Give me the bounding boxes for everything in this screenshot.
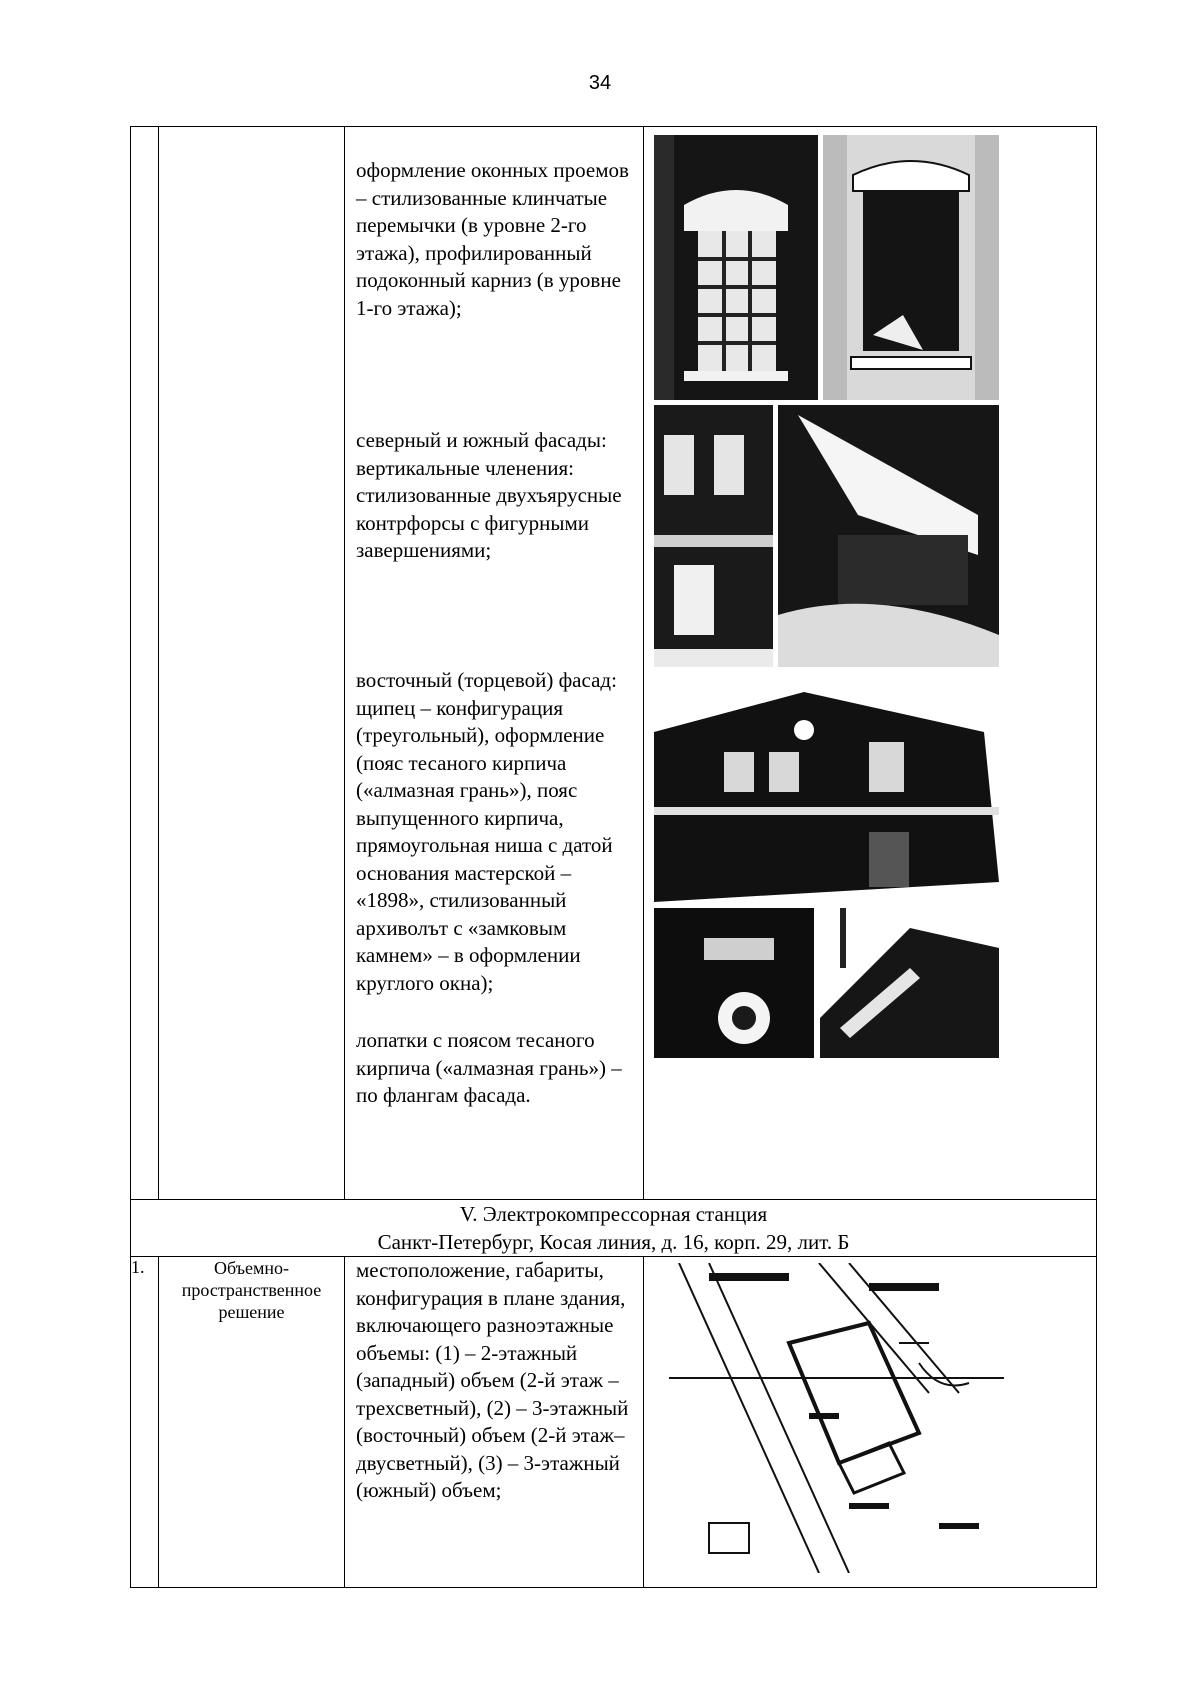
paragraph-pilasters: лопатки с поясом тесаного кирпича («алмазная грань») – по флангам фасада. [356, 1028, 622, 1107]
section-address: Санкт-Петербург, Косая линия, д. 16, корп. 29, лит. Б [377, 1230, 850, 1254]
paragraph-window-decoration: оформление оконных проемов – стилизованные клинчатые перемычки (в уровне 2-го этажа), профилированный подоконный карниз (в уровне 1-го этажа); [356, 158, 629, 320]
site-plan-map [669, 1263, 1004, 1573]
site-plan-cell [644, 1257, 1097, 1588]
photos-cell [644, 127, 1097, 1200]
window-photo [654, 135, 818, 400]
row-description-cell [345, 1257, 644, 1588]
paragraph-east-facade: восточный (торцевой) фасад: щипец – конфигурация (треугольный), оформление (пояс тесаного кирпича («алмазная грань»), пояс выпущенного кирпича, прямоугольная ниша с датой основания мастерской – «1898», стилизованный архиволът с «замковым камнем» – в оформлении круглого окна); [356, 668, 617, 995]
document-table [130, 126, 1097, 1588]
table-row [131, 127, 1097, 1200]
table-row [131, 1257, 1097, 1588]
window-opening-photo [823, 135, 999, 400]
north-facade-photo [654, 405, 773, 667]
paragraph-north-south-facades: северный и южный фасады: вертикальные членения: стилизованные двухъярусные контрфорсы с фигурными завершениями; [356, 428, 622, 562]
section-title: V. Электрокомпрессорная станция [459, 1202, 768, 1226]
row-subject: Объемно-пространственное решение [159, 1257, 345, 1588]
pilaster-photo [820, 908, 999, 1058]
round-window-photo [654, 908, 814, 1058]
subject-cell [159, 127, 345, 1200]
page-number: 34 [588, 72, 612, 94]
number-cell [131, 127, 159, 1200]
section-header-cell [131, 1200, 1097, 1257]
buttress-photo [778, 405, 999, 667]
row-number: 1. [131, 1257, 159, 1588]
section-header-row [131, 1200, 1097, 1257]
description-cell [345, 127, 644, 1200]
east-facade-photo [654, 682, 999, 902]
paragraph-volumes: местоположение, габариты, конфигурация в плане здания, включающего разноэтажные объемы: (1) – 2-этажный (западный) объем (2-й этаж – трехсветный), (2) – 3-этажный (восточный) объем (2-й этаж– двусветный), (3) – 3-этажный (южный) объем; [356, 1258, 629, 1502]
